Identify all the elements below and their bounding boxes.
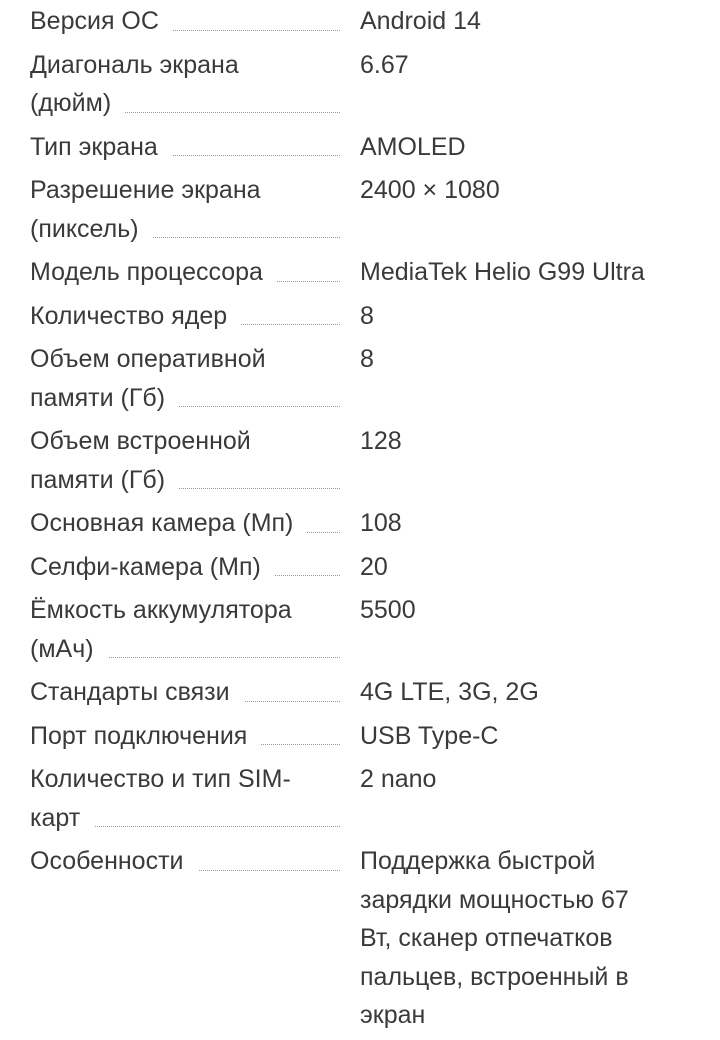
spec-name-label: Основная камера (Мп) <box>30 509 307 537</box>
spec-value: 20 <box>360 552 388 581</box>
spec-row <box>30 591 700 668</box>
spec-name <box>30 171 340 248</box>
spec-row <box>30 504 700 543</box>
spec-name-label: Версия ОС <box>30 7 173 35</box>
spec-name <box>30 760 340 837</box>
spec-name-label: Ёмкость аккумулятора (мАч) <box>30 596 292 663</box>
spec-name <box>30 46 340 123</box>
spec-row <box>30 297 700 336</box>
spec-value: 8 <box>360 345 374 373</box>
spec-value: 6.67 <box>360 50 409 79</box>
spec-name <box>30 548 340 587</box>
spec-name <box>30 340 340 417</box>
spec-name-label: Количество и тип SIM-карт <box>30 765 291 832</box>
spec-row <box>30 717 700 756</box>
spec-name <box>30 842 340 881</box>
spec-value: USB Type-C <box>360 721 499 750</box>
spec-row <box>30 128 700 167</box>
spec-row <box>30 842 700 1035</box>
spec-row <box>30 760 700 837</box>
spec-value: 5500 <box>360 596 416 624</box>
spec-name-label: Объем оперативной памяти (Гб) <box>30 345 266 412</box>
spec-name-label: Диагональ экрана (дюйм) <box>30 50 239 117</box>
spec-name-label: Порт подключения <box>30 722 261 750</box>
spec-row <box>30 46 700 123</box>
spec-value: 4G LTE, 3G, 2G <box>360 678 539 706</box>
spec-value: AMOLED <box>360 132 466 161</box>
spec-name-label: Разрешение экрана (пиксель) <box>30 176 261 243</box>
spec-value: 108 <box>360 509 402 537</box>
spec-list <box>30 2 700 1040</box>
spec-row <box>30 253 700 292</box>
spec-name <box>30 2 340 41</box>
spec-name <box>30 591 340 668</box>
spec-name-label: Модель процессора <box>30 258 277 286</box>
spec-value: 8 <box>360 301 374 330</box>
spec-row <box>30 2 700 41</box>
spec-row <box>30 673 700 712</box>
spec-value: 2400 × 1080 <box>360 176 500 204</box>
spec-name <box>30 717 340 756</box>
spec-name <box>30 504 340 543</box>
spec-row <box>30 340 700 417</box>
spec-value: MediaTek Helio G99 Ultra <box>360 258 645 286</box>
spec-name <box>30 297 340 336</box>
spec-name-label: Объем встроенной памяти (Гб) <box>30 427 251 494</box>
spec-row <box>30 548 700 587</box>
spec-name-label: Тип экрана <box>30 133 172 161</box>
spec-name <box>30 128 340 167</box>
spec-row <box>30 422 700 499</box>
spec-name <box>30 422 340 499</box>
spec-name <box>30 253 340 292</box>
spec-name-label: Стандарты связи <box>30 678 244 706</box>
spec-value: 128 <box>360 427 402 455</box>
spec-name-label: Селфи-камера (Мп) <box>30 553 275 581</box>
spec-name-label: Особенности <box>30 847 198 875</box>
spec-name <box>30 673 340 712</box>
spec-name-label: Количество ядер <box>30 302 241 330</box>
spec-row <box>30 171 700 248</box>
spec-value: Поддержка быстрой зарядки мощностью 67 Вт, сканер отпечатков пальцев, встроенный в экран <box>360 847 629 1029</box>
spec-value: Android 14 <box>360 7 481 35</box>
spec-value: 2 nano <box>360 765 437 793</box>
